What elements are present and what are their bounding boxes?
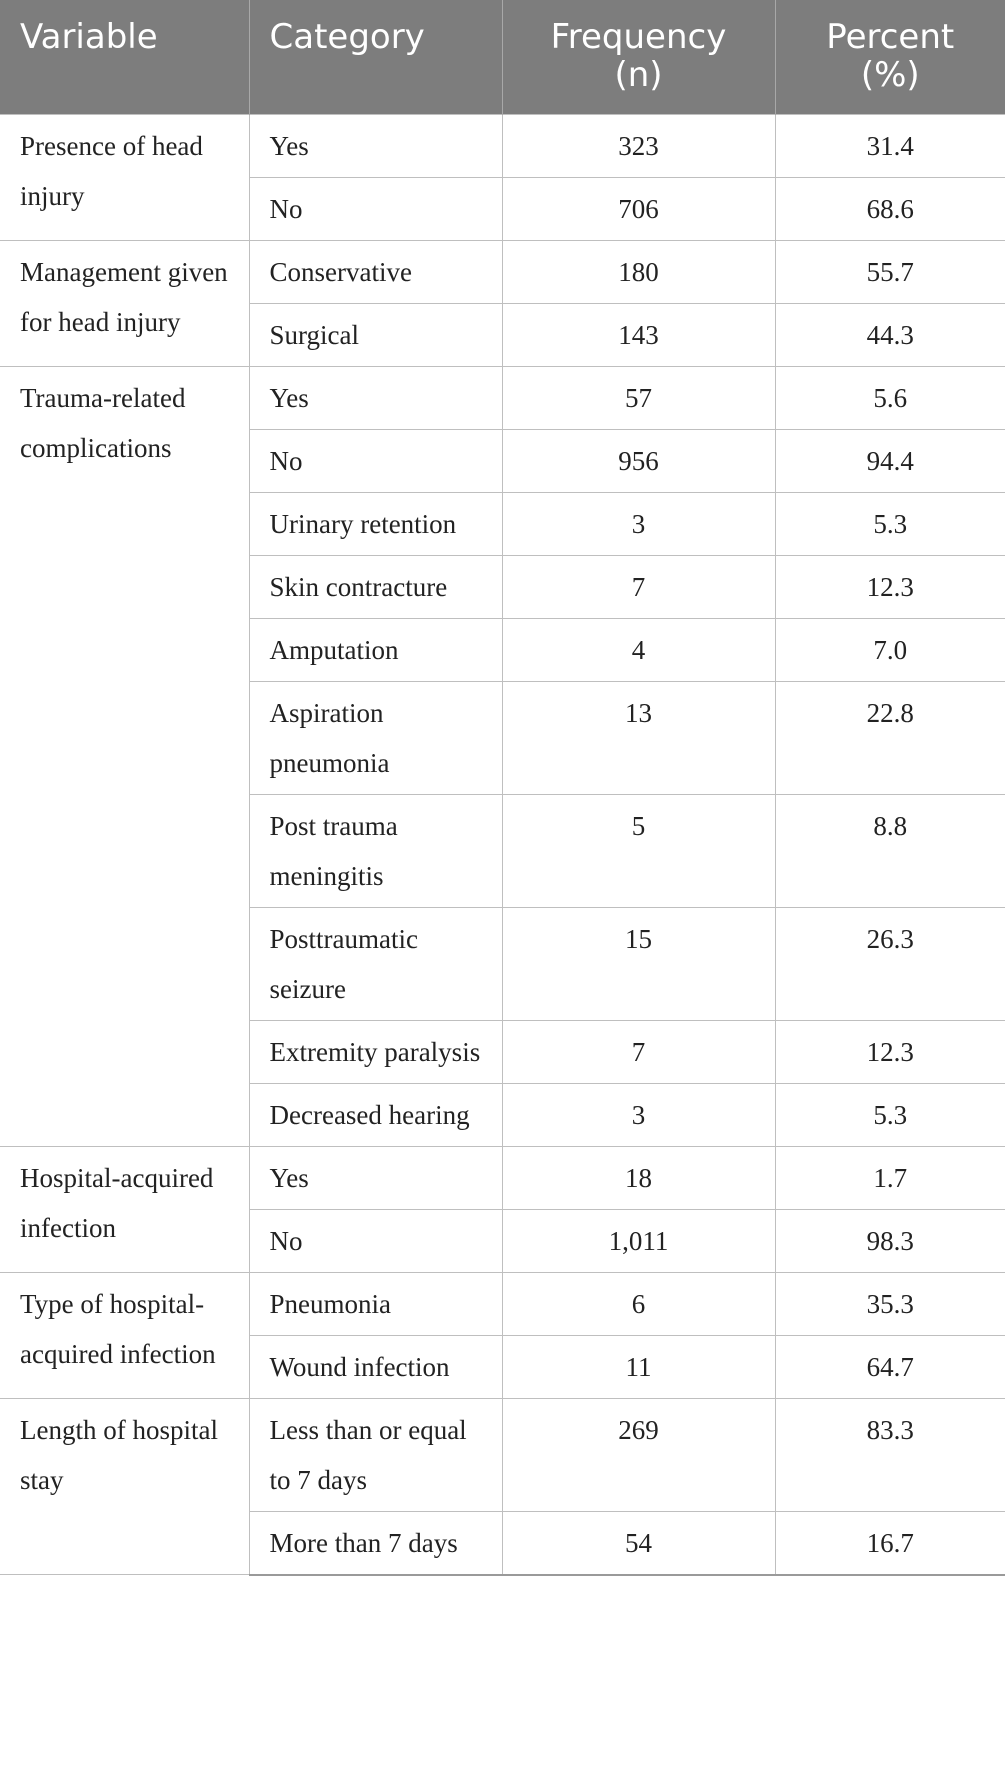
frequency-cell: 13 <box>502 681 775 794</box>
percent-cell: 35.3 <box>775 1272 1005 1335</box>
frequency-cell: 18 <box>502 1146 775 1209</box>
category-cell: Wound infection <box>249 1335 502 1398</box>
percent-cell: 8.8 <box>775 794 1005 907</box>
table-row <box>0 114 1005 177</box>
frequency-cell: 6 <box>502 1272 775 1335</box>
variable-cell: Type of hospital-acquired infection <box>0 1272 249 1398</box>
category-cell: Post trauma meningitis <box>249 794 502 907</box>
category-cell: Urinary retention <box>249 492 502 555</box>
percent-cell: 68.6 <box>775 177 1005 240</box>
percent-cell: 55.7 <box>775 240 1005 303</box>
percent-cell: 98.3 <box>775 1209 1005 1272</box>
header-category: Category <box>249 0 502 114</box>
frequency-cell: 180 <box>502 240 775 303</box>
percent-cell: 44.3 <box>775 303 1005 366</box>
category-cell: Yes <box>249 366 502 429</box>
frequency-cell: 15 <box>502 907 775 1020</box>
frequency-cell: 7 <box>502 1020 775 1083</box>
percent-cell: 1.7 <box>775 1146 1005 1209</box>
frequency-cell: 323 <box>502 114 775 177</box>
header-row <box>0 0 1005 114</box>
percent-cell: 12.3 <box>775 555 1005 618</box>
percent-cell: 5.3 <box>775 492 1005 555</box>
frequency-cell: 956 <box>502 429 775 492</box>
variable-cell: Length of hospital stay <box>0 1398 249 1575</box>
percent-cell: 16.7 <box>775 1511 1005 1575</box>
category-cell: No <box>249 429 502 492</box>
category-cell: Posttraumatic seizure <box>249 907 502 1020</box>
category-cell: Less than or equal to 7 days <box>249 1398 502 1511</box>
header-frequency-line2: (n) <box>614 55 663 95</box>
table-row <box>0 240 1005 303</box>
frequency-cell: 4 <box>502 618 775 681</box>
percent-cell: 64.7 <box>775 1335 1005 1398</box>
table-row <box>0 366 1005 429</box>
category-cell: No <box>249 1209 502 1272</box>
frequency-cell: 3 <box>502 492 775 555</box>
variable-cell: Management given for head injury <box>0 240 249 366</box>
frequency-cell: 269 <box>502 1398 775 1511</box>
category-cell: No <box>249 177 502 240</box>
variable-cell: Hospital-acquired infection <box>0 1146 249 1272</box>
table-row <box>0 1146 1005 1209</box>
category-cell: Amputation <box>249 618 502 681</box>
header-frequency-line1: Frequency <box>550 17 727 57</box>
percent-cell: 7.0 <box>775 618 1005 681</box>
header-variable: Variable <box>0 0 249 114</box>
percent-cell: 22.8 <box>775 681 1005 794</box>
table-row <box>0 1272 1005 1335</box>
percent-cell: 31.4 <box>775 114 1005 177</box>
percent-cell: 5.3 <box>775 1083 1005 1146</box>
header-percent-line2: (%) <box>860 55 920 95</box>
frequency-cell: 3 <box>502 1083 775 1146</box>
category-cell: Decreased hearing <box>249 1083 502 1146</box>
header-frequency <box>502 0 775 114</box>
category-cell: Surgical <box>249 303 502 366</box>
percent-cell: 12.3 <box>775 1020 1005 1083</box>
table-row <box>0 1398 1005 1511</box>
frequency-cell: 1,011 <box>502 1209 775 1272</box>
percent-cell: 94.4 <box>775 429 1005 492</box>
frequency-cell: 7 <box>502 555 775 618</box>
percent-cell: 83.3 <box>775 1398 1005 1511</box>
category-cell: Aspiration pneumonia <box>249 681 502 794</box>
category-cell: Conservative <box>249 240 502 303</box>
percent-cell: 26.3 <box>775 907 1005 1020</box>
category-cell: More than 7 days <box>249 1511 502 1575</box>
table-body <box>0 114 1005 1575</box>
category-cell: Pneumonia <box>249 1272 502 1335</box>
header-percent-line1: Percent <box>826 17 955 57</box>
frequency-cell: 143 <box>502 303 775 366</box>
category-cell: Extremity paralysis <box>249 1020 502 1083</box>
category-cell: Yes <box>249 114 502 177</box>
frequency-cell: 54 <box>502 1511 775 1575</box>
category-cell: Yes <box>249 1146 502 1209</box>
variable-cell: Trauma-related complications <box>0 366 249 1146</box>
category-cell: Skin contracture <box>249 555 502 618</box>
frequency-cell: 11 <box>502 1335 775 1398</box>
frequency-cell: 57 <box>502 366 775 429</box>
header-percent <box>775 0 1005 114</box>
table-header <box>0 0 1005 114</box>
frequency-cell: 5 <box>502 794 775 907</box>
variable-cell: Presence of head injury <box>0 114 249 240</box>
frequency-cell: 706 <box>502 177 775 240</box>
percent-cell: 5.6 <box>775 366 1005 429</box>
